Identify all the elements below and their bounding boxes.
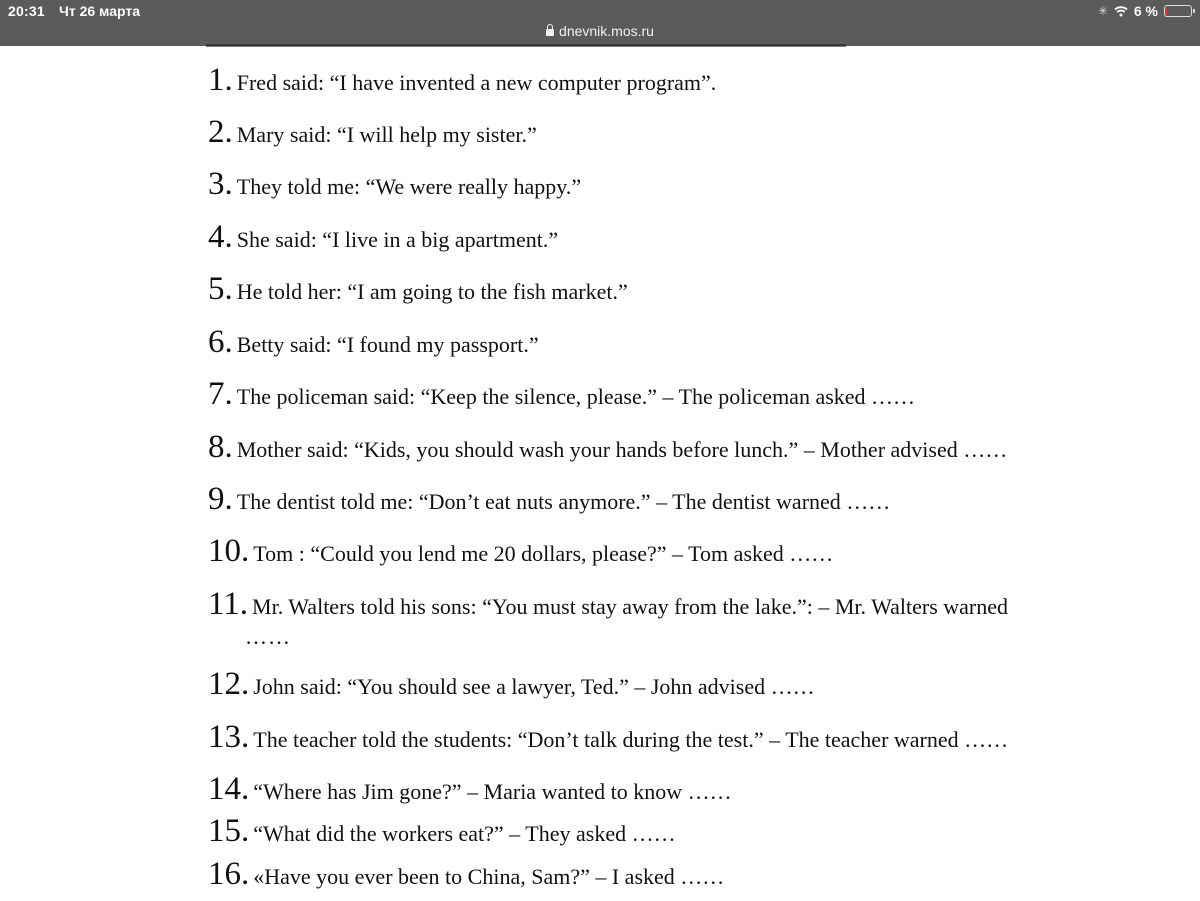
item-number: 13. <box>208 719 250 755</box>
item-text: The policeman said: “Keep the silence, please.” – The policeman asked …… <box>236 384 916 409</box>
item-number: 2. <box>208 114 233 150</box>
list-item <box>208 116 537 149</box>
address-bar[interactable] <box>0 23 1200 39</box>
item-text: She said: “I live in a big apartment.” <box>236 227 559 252</box>
list-item <box>208 483 890 516</box>
item-number: 9. <box>208 481 233 517</box>
list-item <box>208 221 558 254</box>
list-item <box>208 168 581 201</box>
item-number: 5. <box>208 271 233 307</box>
list-item <box>208 378 915 411</box>
list-item <box>208 326 539 359</box>
item-text: Fred said: “I have invented a new computer program”. <box>236 70 717 95</box>
url-text: dnevnik.mos.ru <box>559 23 654 39</box>
battery-fill <box>1166 7 1167 15</box>
item-text: They told me: “We were really happy.” <box>236 174 582 199</box>
status-icons <box>1098 2 1192 20</box>
item-text: Mother said: “Kids, you should wash your hands before lunch.” – Mother advised …… <box>236 437 1008 462</box>
list-item <box>208 273 628 306</box>
lock-icon <box>546 29 554 36</box>
item-text: He told her: “I am going to the fish market.” <box>236 279 628 304</box>
item-text: Mr. Walters told his sons: “You must stay away from the lake.”: – Mr. Walters warned <box>252 594 1009 619</box>
item-number: 14. <box>208 771 250 807</box>
item-number: 10. <box>208 533 250 569</box>
item-number: 7. <box>208 376 233 412</box>
item-number: 8. <box>208 429 233 465</box>
item-text: Mary said: “I will help my sister.” <box>236 122 537 147</box>
wifi-icon <box>1114 5 1128 17</box>
battery-icon <box>1164 5 1192 17</box>
list-item <box>208 858 724 891</box>
list-item <box>208 64 716 97</box>
item-text: Tom : “Could you lend me 20 dollars, please?” – Tom asked …… <box>253 541 834 566</box>
item-text: The dentist told me: “Don’t eat nuts anymore.” – The dentist warned …… <box>236 489 891 514</box>
item-number: 12. <box>208 666 250 702</box>
item-text: «Have you ever been to China, Sam?” – I asked …… <box>253 864 725 889</box>
item-continuation: …… <box>245 624 291 649</box>
activity-spinner-icon: ✳ <box>1097 4 1108 18</box>
item-text: John said: “You should see a lawyer, Ted.” – John advised …… <box>253 674 815 699</box>
list-item <box>208 431 1007 464</box>
item-number: 11. <box>208 586 249 622</box>
item-text: “What did the workers eat?” – They asked …… <box>253 821 676 846</box>
battery-percent: 6 % <box>1133 3 1158 19</box>
item-number: 16. <box>208 856 250 892</box>
list-item <box>208 815 676 848</box>
item-number: 15. <box>208 813 250 849</box>
item-text: The teacher told the students: “Don’t talk during the test.” – The teacher warned …… <box>253 727 1009 752</box>
item-text: “Where has Jim gone?” – Maria wanted to know …… <box>253 779 732 804</box>
list-item <box>208 588 1008 621</box>
item-number: 6. <box>208 324 233 360</box>
item-number: 4. <box>208 219 233 255</box>
list-item <box>208 773 732 806</box>
clock: 20:31 <box>8 3 45 19</box>
date: Чт 26 марта <box>59 3 141 19</box>
list-item <box>208 668 815 701</box>
item-text: Betty said: “I found my passport.” <box>236 332 539 357</box>
cut-off-text-line <box>206 38 846 48</box>
list-item <box>208 721 1008 754</box>
item-number: 3. <box>208 166 233 202</box>
list-item <box>208 535 833 568</box>
item-number: 1. <box>208 62 233 98</box>
